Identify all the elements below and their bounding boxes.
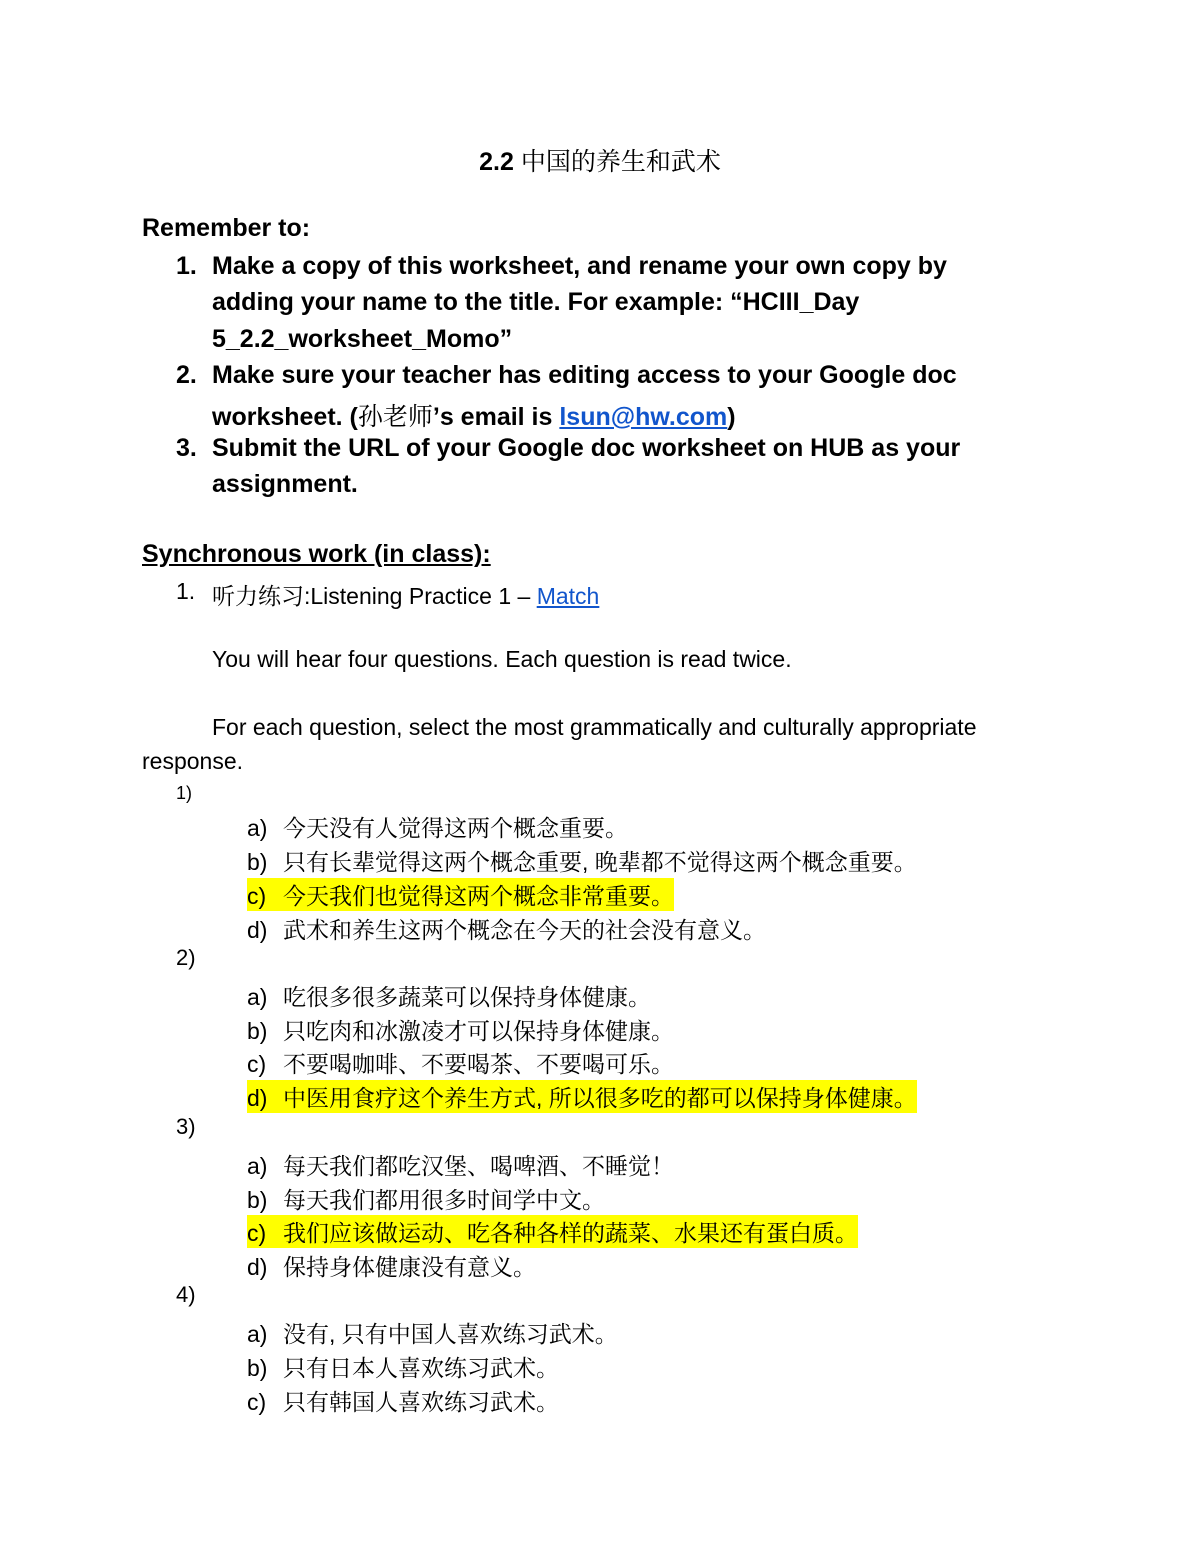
section-heading-synchronous: Synchronous work (in class): <box>142 540 491 568</box>
remember-item-1-line-1: Make a copy of this worksheet, and rename your own copy by <box>212 252 947 280</box>
title-text: 中国的养生和武术 <box>520 148 721 176</box>
remember-item-3-line-1: Submit the URL of your Google doc worksheet on HUB as your <box>212 434 961 462</box>
question-3-number: 3) <box>176 1114 196 1139</box>
remember-item-3-number: 3. <box>176 434 197 462</box>
question-4-number: 4) <box>176 1282 196 1307</box>
remember-item-1-line-2: adding your name to the title. For example: “HCIII_Day <box>212 288 860 316</box>
question-1-number: 1) <box>176 783 193 803</box>
question-3-option-d: d) 保持身体健康没有意义。 <box>247 1254 536 1280</box>
question-1-option-b: b) 只有长辈觉得这两个概念重要, 晚辈都不觉得这两个概念重要。 <box>247 849 917 875</box>
sync-item-1-zh: 听力练习 <box>212 583 304 609</box>
sync-item-1-text: :Listening Practice 1 – <box>304 583 537 609</box>
question-4-option-a: a) 没有, 只有中国人喜欢练习武术。 <box>247 1321 618 1347</box>
remember-item-1-number: 1. <box>176 252 197 280</box>
remember-item-2-line-2 <box>212 397 736 433</box>
remember-item-2-number: 2. <box>176 361 197 389</box>
question-2-number: 2) <box>176 945 196 970</box>
question-1-option-d: d) 武术和养生这两个概念在今天的社会没有意义。 <box>247 917 766 943</box>
remember-item-2-text-c: ’s email is <box>432 403 560 431</box>
match-link[interactable]: Match <box>536 583 600 609</box>
remember-item-2-text-d: ) <box>727 403 736 431</box>
question-2-option-a: a) 吃很多很多蔬菜可以保持身体健康。 <box>247 984 651 1010</box>
teacher-email-link[interactable]: lsun@hw.com <box>559 403 728 431</box>
remember-item-2-line-1: Make sure your teacher has editing access to your Google doc <box>212 361 957 389</box>
question-4-option-b: b) 只有日本人喜欢练习武术。 <box>247 1355 559 1381</box>
remember-item-1-line-3: 5_2.2_worksheet_Momo” <box>212 325 513 353</box>
remember-label: Remember to: <box>142 214 311 242</box>
sync-item-1-number: 1. <box>176 578 196 604</box>
question-3-option-b: b) 每天我们都用很多时间学中文。 <box>247 1187 605 1213</box>
instruction-paragraph-1: You will hear four questions. Each question is read twice. <box>212 646 792 672</box>
question-1-option-a: a) 今天没有人觉得这两个概念重要。 <box>247 815 628 841</box>
question-2-option-c: c) 不要喝咖啡、不要喝茶、不要喝可乐。 <box>247 1051 674 1077</box>
page-title <box>0 142 1200 178</box>
question-4-option-c: c) 只有韩国人喜欢练习武术。 <box>247 1389 559 1415</box>
remember-item-3-line-2: assignment. <box>212 470 358 498</box>
question-3-option-a: a) 每天我们都吃汉堡、喝啤酒、不睡觉！ <box>247 1153 674 1179</box>
question-2-option-b: b) 只吃肉和冰激凌才可以保持身体健康。 <box>247 1018 674 1044</box>
remember-item-2-text-a: worksheet. ( <box>212 403 358 431</box>
question-2-option-d: d) 中医用食疗这个养生方式, 所以很多吃的都可以保持身体健康。 <box>247 1080 917 1113</box>
question-1-option-c: c) 今天我们也觉得这两个概念非常重要。 <box>247 878 674 911</box>
sync-item-1 <box>212 578 599 611</box>
instruction-paragraph-2-line-2: response. <box>142 748 244 774</box>
title-number: 2.2 <box>479 148 514 176</box>
question-3-option-c: c) 我们应该做运动、吃各种各样的蔬菜、水果还有蛋白质。 <box>247 1215 858 1248</box>
instruction-paragraph-2-line-1: For each question, select the most grammatically and culturally appropriate <box>212 714 977 740</box>
teacher-name: 孙老师 <box>357 403 433 431</box>
